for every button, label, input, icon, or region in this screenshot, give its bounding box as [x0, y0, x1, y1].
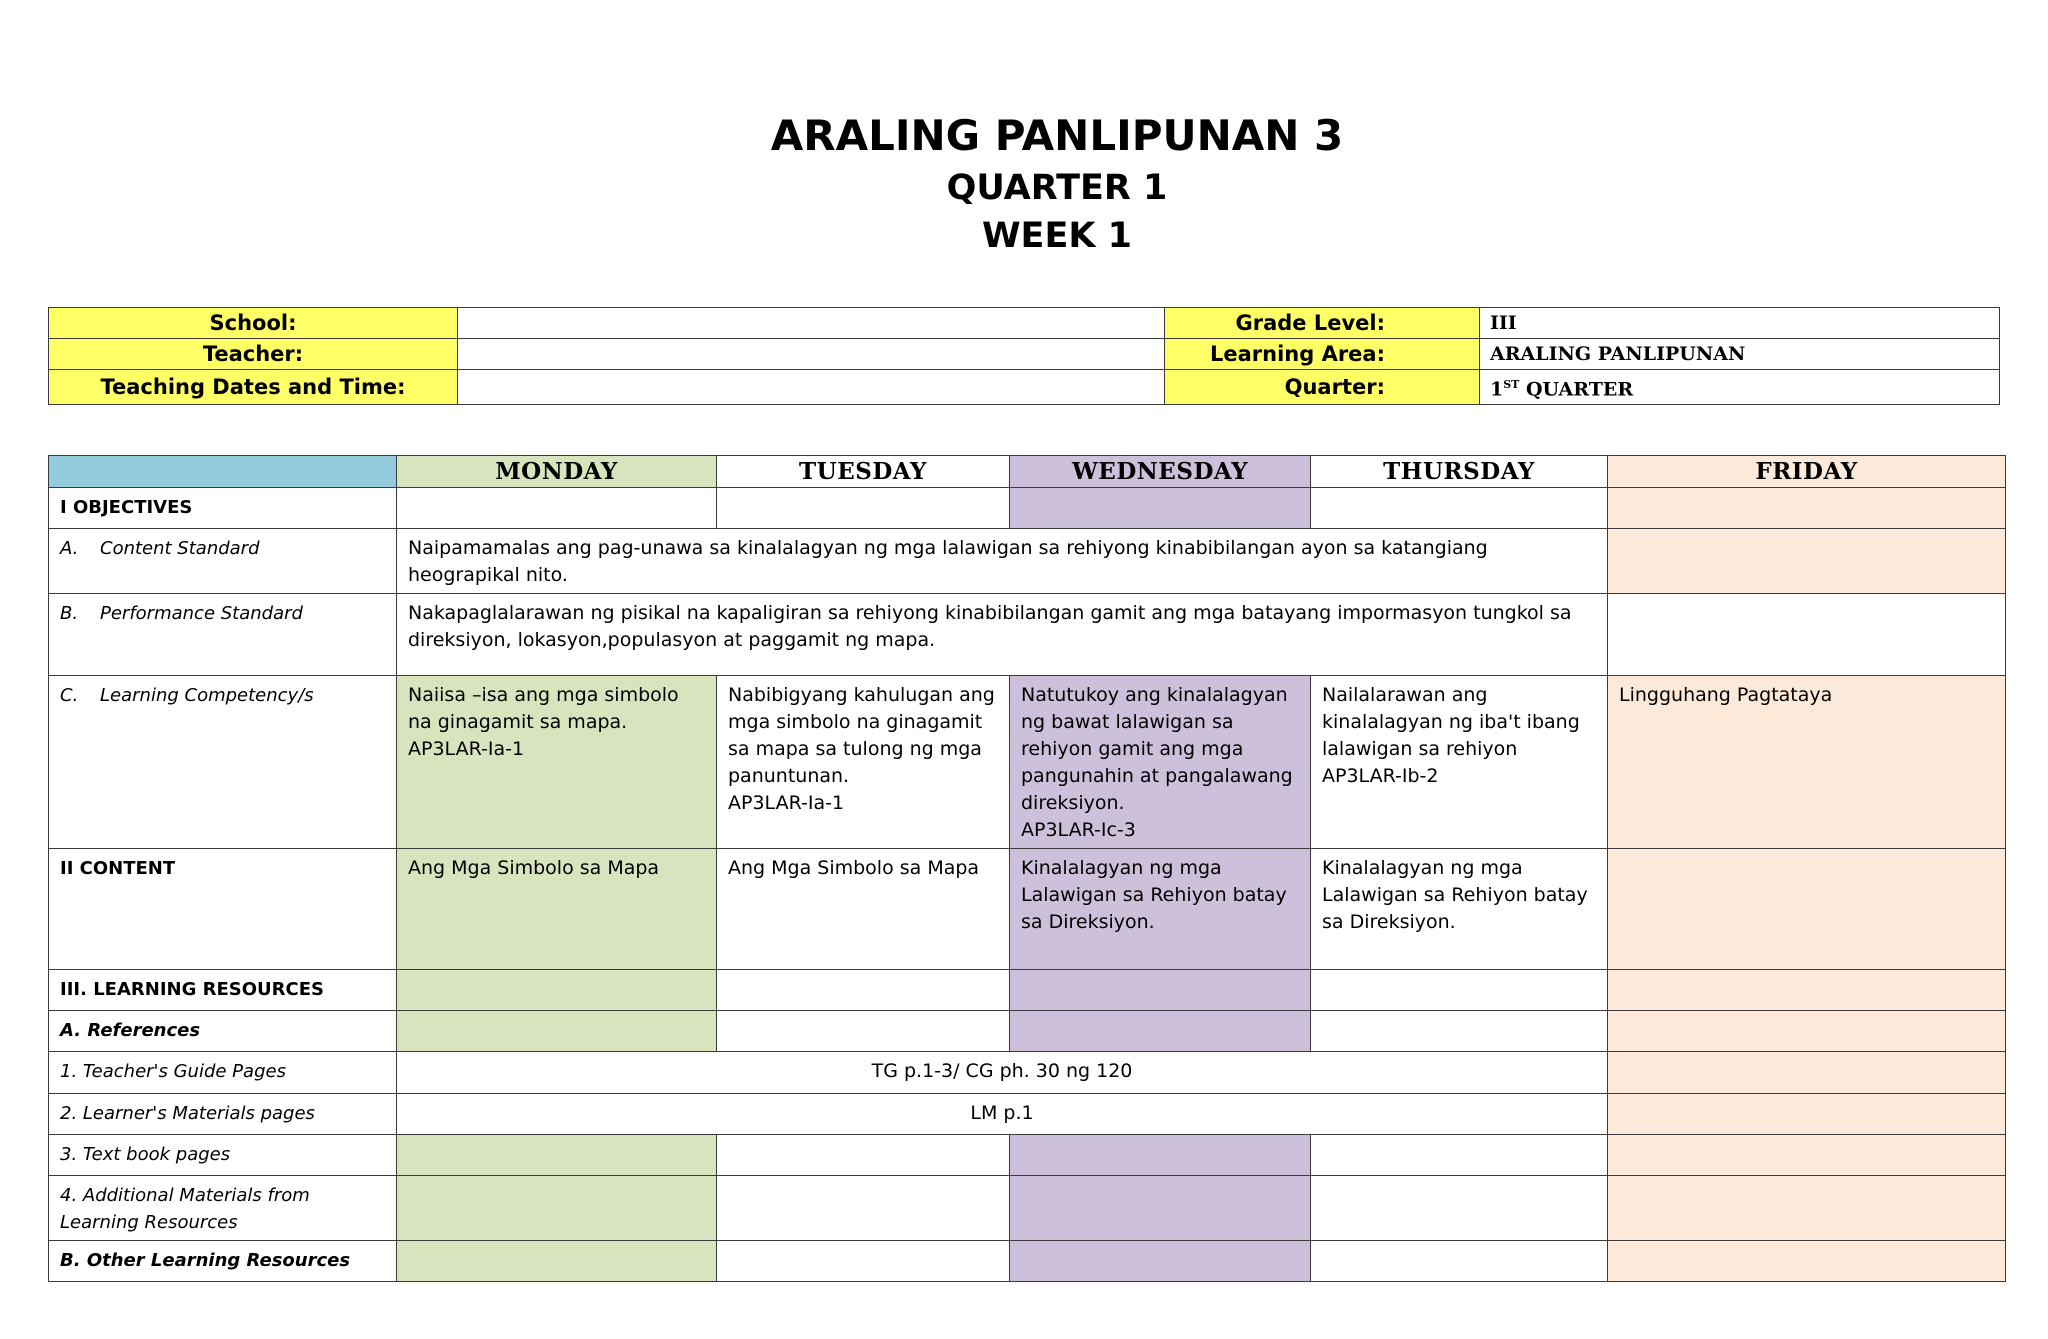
competency-wednesday: Natutukoy ang kinalalagyan ng bawat lalawigan sa rehiyon gamit ang mga pangunahin at pangalawang direksiyon. AP3LAR-Ic-3 — [1010, 676, 1311, 849]
teaching-dates-value[interactable] — [458, 370, 1165, 405]
competency-friday: Lingguhang Pagtataya — [1608, 676, 2006, 849]
other-resources-label: B. Other Learning Resources — [49, 1241, 397, 1282]
cell — [1608, 1011, 2006, 1052]
cell — [1010, 1241, 1311, 1282]
day-header-row — [49, 456, 2006, 488]
cell — [397, 1135, 717, 1176]
header-corner — [49, 456, 397, 488]
info-table — [48, 307, 2000, 405]
learning-area-label: Learning Area: — [1165, 339, 1480, 370]
teachers-guide-label: 1. Teacher's Guide Pages — [49, 1052, 397, 1094]
cell — [1311, 1241, 1608, 1282]
row-learners-materials — [49, 1094, 2006, 1135]
teacher-value[interactable] — [458, 339, 1165, 370]
day-thursday: THURSDAY — [1311, 456, 1608, 488]
cell — [1010, 1011, 1311, 1052]
info-row-school — [49, 308, 2000, 339]
cell — [397, 1241, 717, 1282]
grade-level-label: Grade Level: — [1165, 308, 1480, 339]
cell — [1608, 1241, 2006, 1282]
row-references — [49, 1011, 2006, 1052]
row-performance-standard — [49, 594, 2006, 676]
content-standard-text: Naipamamalas ang pag-unawa sa kinalalagyan ng mga lalawigan sa rehiyong kinabibilangan ayon sa katangiang heograpikal nito. — [397, 529, 1608, 594]
competency-tuesday: Nabibigyang kahulugan ang mga simbolo na ginagamit sa mapa sa tulong ng mga panuntunan. AP3LAR-Ia-1 — [717, 676, 1010, 849]
letter: B. — [60, 603, 79, 624]
cell — [1608, 970, 2006, 1011]
cell — [397, 488, 717, 529]
competency-thursday: Nailalarawan ang kinalalagyan ng iba't ibang lalawigan sa rehiyon AP3LAR-Ib-2 — [1311, 676, 1608, 849]
cell — [1311, 1176, 1608, 1241]
quarter-label: Quarter: — [1165, 370, 1480, 405]
row-textbook — [49, 1135, 2006, 1176]
cell — [397, 970, 717, 1011]
additional-materials-label: 4. Additional Materials from Learning Resources — [49, 1176, 397, 1241]
cell — [397, 1011, 717, 1052]
day-monday: MONDAY — [397, 456, 717, 488]
row-content — [49, 849, 2006, 970]
row-teachers-guide — [49, 1052, 2006, 1094]
learning-area-value[interactable]: ARALING PANLIPUNAN — [1480, 339, 2000, 370]
grade-level-value[interactable]: III — [1480, 308, 2000, 339]
cell — [1608, 488, 2006, 529]
content-standard-label — [49, 529, 397, 594]
objectives-label: I OBJECTIVES — [49, 488, 397, 529]
label: Performance Standard — [100, 603, 303, 624]
cell — [1010, 1176, 1311, 1241]
cell — [1010, 970, 1311, 1011]
title-block — [0, 108, 2048, 260]
letter: A. — [60, 538, 79, 559]
label: Learning Competency/s — [100, 685, 314, 706]
lesson-plan-table — [48, 455, 2006, 1282]
quarter-heading: QUARTER 1 — [946, 168, 1168, 208]
school-value[interactable] — [458, 308, 1165, 339]
quarter-word: QUARTER — [1519, 378, 1634, 401]
cell — [1311, 1011, 1608, 1052]
cell — [1608, 1176, 2006, 1241]
competency-monday: Naiisa –isa ang mga simbolo na ginagamit sa mapa. AP3LAR-Ia-1 — [397, 676, 717, 849]
row-learning-resources — [49, 970, 2006, 1011]
cell — [1010, 488, 1311, 529]
content-monday: Ang Mga Simbolo sa Mapa — [397, 849, 717, 970]
performance-standard-text: Nakapaglalarawan ng pisikal na kapaligiran sa rehiyong kinabibilangan gamit ang mga batayang impormasyon tungkol sa direksiyon, lokasyon,populasyon at paggamit ng mapa. — [397, 594, 1608, 676]
day-friday: FRIDAY — [1608, 456, 2006, 488]
week-heading: WEEK 1 — [981, 216, 1133, 256]
content-thursday: Kinalalagyan ng mga Lalawigan sa Rehiyon batay sa Direksiyon. — [1311, 849, 1608, 970]
row-other-resources — [49, 1241, 2006, 1282]
learners-materials-text: LM p.1 — [397, 1094, 1608, 1135]
teacher-label: Teacher: — [49, 339, 458, 370]
learners-materials-label: 2. Learner's Materials pages — [49, 1094, 397, 1135]
cell — [1608, 1135, 2006, 1176]
cell — [1311, 1135, 1608, 1176]
quarter-number: 1 — [1490, 378, 1504, 401]
cell — [717, 970, 1010, 1011]
cell — [1311, 488, 1608, 529]
cell — [1010, 1135, 1311, 1176]
references-label: A. References — [49, 1011, 397, 1052]
cell — [1608, 849, 2006, 970]
cell — [1608, 1094, 2006, 1135]
cell — [1311, 970, 1608, 1011]
day-wednesday: WEDNESDAY — [1010, 456, 1311, 488]
row-additional-materials — [49, 1176, 2006, 1241]
cell — [717, 1241, 1010, 1282]
content-label: II CONTENT — [49, 849, 397, 970]
cell — [717, 1011, 1010, 1052]
info-row-teacher — [49, 339, 2000, 370]
cell — [717, 488, 1010, 529]
row-content-standard — [49, 529, 2006, 594]
content-wednesday: Kinalalagyan ng mga Lalawigan sa Rehiyon batay sa Direksiyon. — [1010, 849, 1311, 970]
cell — [1608, 529, 2006, 594]
cell — [1608, 1052, 2006, 1094]
info-row-dates — [49, 370, 2000, 405]
cell — [717, 1176, 1010, 1241]
day-tuesday: TUESDAY — [717, 456, 1010, 488]
textbook-label: 3. Text book pages — [49, 1135, 397, 1176]
cell — [397, 1176, 717, 1241]
page-title: ARALING PANLIPUNAN 3 — [770, 111, 1344, 160]
teachers-guide-text: TG p.1-3/ CG ph. 30 ng 120 — [397, 1052, 1608, 1094]
learning-competency-label — [49, 676, 397, 849]
quarter-ordinal: ST — [1503, 378, 1520, 391]
school-label: School: — [49, 308, 458, 339]
quarter-value[interactable] — [1480, 370, 2000, 405]
cell — [1608, 594, 2006, 676]
teaching-dates-label: Teaching Dates and Time: — [49, 370, 458, 405]
row-learning-competency — [49, 676, 2006, 849]
cell — [717, 1135, 1010, 1176]
row-objectives — [49, 488, 2006, 529]
performance-standard-label — [49, 594, 397, 676]
letter: C. — [60, 685, 79, 706]
learning-resources-label: III. LEARNING RESOURCES — [49, 970, 397, 1011]
content-tuesday: Ang Mga Simbolo sa Mapa — [717, 849, 1010, 970]
label: Content Standard — [100, 538, 260, 559]
